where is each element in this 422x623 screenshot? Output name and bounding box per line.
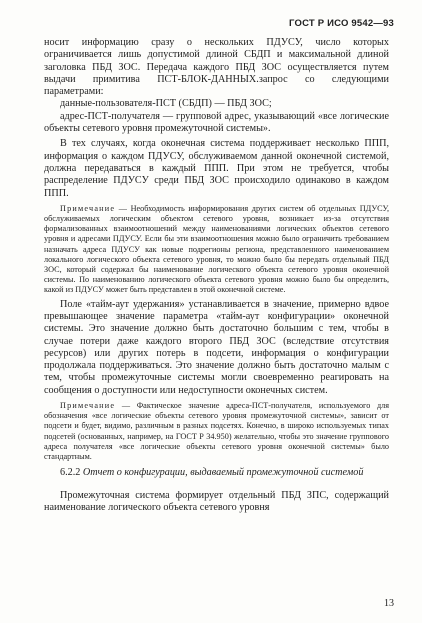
paragraph-continuation: носит информацию сразу о нескольких ПДУСУ, число которых ограничивается лишь допустимой длиной СБДП и максимальной длиной заголовка ПБД ЗОС. Передача каждого ПБД ЗОС осуществляется путем выдачи примитива ПСТ-БЛОК-ДАННЫХ.запрос со следующими параметрами:	[44, 37, 389, 98]
section-title: Отчет о конфигурации, выдаваемый промежуточной системой	[80, 467, 364, 479]
note-label: Примечание	[60, 401, 116, 411]
note-label: Примечание	[60, 203, 116, 213]
note-text: — Необходимость информирования других систем об отдельных ПДУСУ, обслуживаемых логическим объектом сетевого уровня, возникает из-за отсутствия формализованных взаимоотношений между наименованиями логических объектов сетевого уровня и адресами ПДУСУ. Если бы эти взаимоотношения можно было ограничить требованием назначать адреса ПДУСУ как новые подрегионы региона, представленного наименованием локального логического объекта сетевого уровня, то можно было бы передать отдельный ПБД ЗОС, который содержал бы наименование логического объекта сетевого уровня оконечной системы. По наименованию логического объекта сетевого уровня можно было бы определить, какой из ПДУСУ может быть представлен в этой оконечной системе.	[44, 203, 389, 295]
note-destination-address-value	[44, 401, 389, 462]
section-heading	[44, 467, 389, 479]
paragraph-multiple-ppp: В тех случаях, когда оконечная система поддерживает несколько ППП, информация о каждом ПДУСУ, обслуживаемом данной оконечной системой, должна передаваться в каждый ППП. При этом не требуется, чтобы распределение ПДУСУ среди ПБД ЗОС происходило одинаково в каждом ППП.	[44, 138, 389, 199]
note-text: — Фактическое значение адреса-ПСТ-получателя, используемого для обозначения «все логические объекты сетевого уровня промежуточной системы», зависит от подсети и будет, видимо, различным в разных подсетях. Конечно, в широко используемых типах подсетей (основанных, например, на ГОСТ Р 34.950) желательно, чтобы это значение группового адреса получателя «все логические объекты сетевого уровня оконечной системы» было стандартным.	[44, 401, 389, 462]
paragraph-intermediate-system: Промежуточная система формирует отдельный ПБД ЗПС, содержащий наименование логического объекта сетевого уровня	[44, 489, 389, 514]
parameter-destination-address: адрес-ПСТ-получателя — групповой адрес, указывающий «все логические объекты сетевого уровня промежуточной системы».	[44, 110, 389, 135]
page-number: 13	[384, 598, 394, 609]
note-informing-systems	[44, 204, 389, 296]
section-number: 6.2.2	[60, 467, 81, 479]
page-body	[44, 37, 389, 514]
standard-header: ГОСТ Р ИСО 9542—93	[289, 18, 394, 29]
parameter-user-data: данные-пользователя-ПСТ (СБДП) — ПБД ЗОС;	[60, 98, 272, 110]
paragraph-holding-timeout: Поле «тайм-аут удержания» устанавливается в значение, примерно вдвое превышающее значение параметра «тайм-аут конфигурации» оконечной системы. Это значение должно быть достаточно большим с тем, чтобы в случае потери даже каждого второго ПБД ЗОС (вследствие отсутствия ресурсов) или других потерь в подсети, информация о конфигурации продолжала поддерживаться. Это значение должно быть достаточно малым с тем, чтобы промежуточные системы могли своевременно реагировать на сообщения о доступности или недоступности оконечных систем.	[44, 298, 389, 396]
